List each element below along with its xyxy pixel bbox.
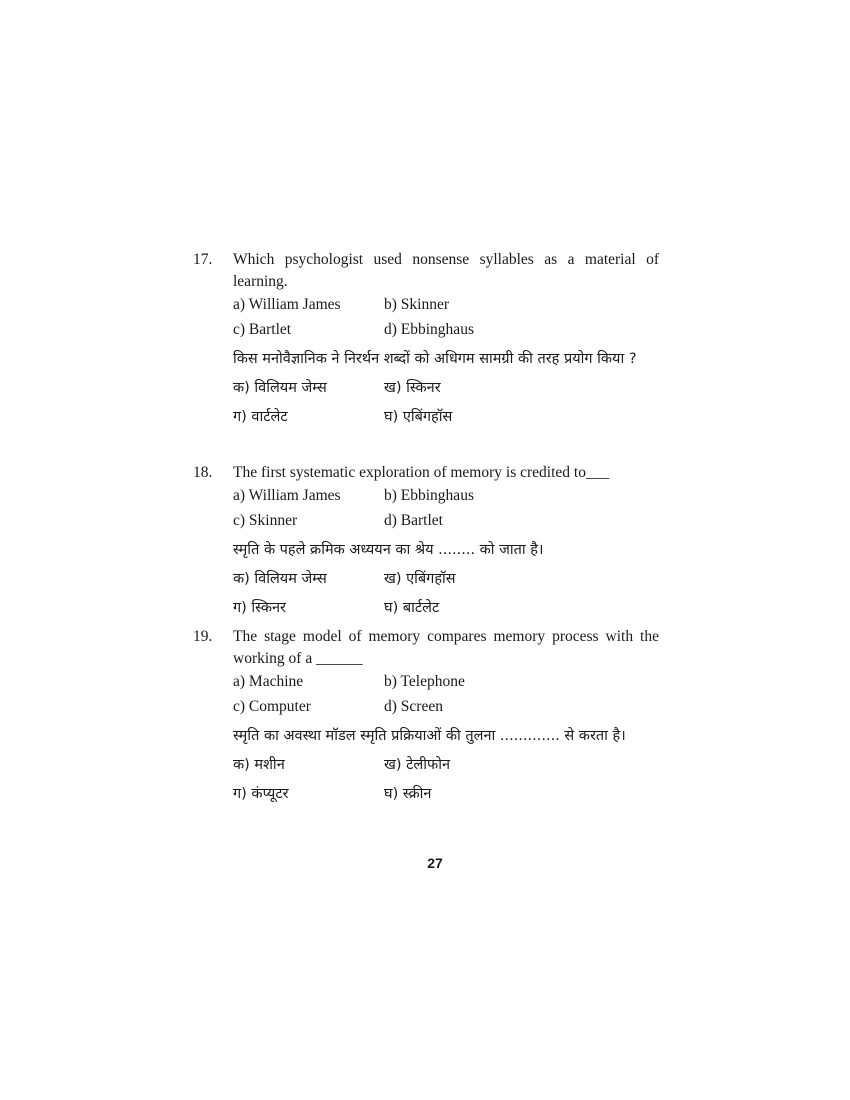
option-b: b) Ebbinghaus bbox=[384, 487, 474, 504]
option-b: b) Skinner bbox=[384, 296, 450, 313]
option-a: a) Machine bbox=[233, 673, 304, 690]
question-19 bbox=[193, 626, 659, 809]
options-row-english bbox=[233, 484, 659, 509]
option-b: b) Telephone bbox=[384, 673, 465, 690]
option-d: d) Screen bbox=[384, 697, 443, 715]
page-number: 27 bbox=[427, 855, 443, 871]
question-text-hindi: स्मृति के पहले क्रमिक अध्ययन का श्रेय ........ को जाता है। bbox=[233, 542, 544, 558]
options-row-english bbox=[233, 695, 659, 720]
option-ga: ग) कंप्यूटर bbox=[233, 786, 289, 802]
option-c: c) Computer bbox=[233, 697, 311, 715]
option-c: c) Bartlet bbox=[233, 320, 292, 338]
option-c: c) Skinner bbox=[233, 511, 298, 529]
option-ga: ग) वार्टलेट bbox=[233, 409, 288, 425]
option-d: d) Bartlet bbox=[384, 511, 443, 529]
question-17 bbox=[193, 249, 659, 432]
question-text-hindi: किस मनोवैज्ञानिक ने निरर्थन शब्दों को अधिगम सामग्री की तरह प्रयोग किया ? bbox=[233, 351, 637, 367]
options-row-hindi bbox=[233, 751, 659, 780]
question-body bbox=[233, 249, 659, 432]
question-number: 18. bbox=[193, 464, 213, 481]
option-a: a) William James bbox=[233, 487, 341, 504]
question-text-hindi: स्मृति का अवस्था मॉडल स्मृति प्रक्रियाओं की तुलना ............. से करता है। bbox=[233, 728, 626, 744]
option-gha: घ) बार्टलेट bbox=[384, 600, 440, 616]
options-row-english bbox=[233, 318, 659, 343]
option-kha: ख) एबिंगहॉस bbox=[384, 571, 456, 587]
options-row-hindi bbox=[233, 374, 659, 403]
options-row-english bbox=[233, 670, 659, 695]
option-ka: क) मशीन bbox=[233, 757, 285, 773]
options-row-hindi bbox=[233, 780, 659, 809]
question-text-english: The stage model of memory compares memory process with the working of a ______ bbox=[233, 628, 659, 667]
option-ka: क) विलियम जेम्स bbox=[233, 571, 327, 587]
question-18 bbox=[193, 462, 659, 623]
option-a: a) William James bbox=[233, 296, 341, 313]
options-row-english bbox=[233, 509, 659, 534]
options-row-hindi bbox=[233, 594, 659, 623]
question-number: 17. bbox=[193, 251, 213, 268]
question-text-english: The first systematic exploration of memory is credited to___ bbox=[233, 464, 610, 481]
question-text-english: Which psychologist used nonsense syllables as a material of learning. bbox=[233, 251, 659, 290]
option-gha: घ) स्क्रीन bbox=[384, 786, 432, 802]
option-d: d) Ebbinghaus bbox=[384, 320, 474, 338]
question-number: 19. bbox=[193, 628, 213, 645]
options-row-hindi bbox=[233, 565, 659, 594]
option-ka: क) विलियम जेम्स bbox=[233, 380, 327, 396]
option-gha: घ) एबिंगहॉस bbox=[384, 409, 453, 425]
options-row-english bbox=[233, 293, 659, 318]
option-kha: ख) स्किनर bbox=[384, 380, 441, 396]
option-kha: ख) टेलीफोन bbox=[384, 757, 451, 773]
option-ga: ग) स्किनर bbox=[233, 600, 286, 616]
question-body bbox=[233, 462, 659, 623]
options-row-hindi bbox=[233, 403, 659, 432]
question-body bbox=[233, 626, 659, 809]
